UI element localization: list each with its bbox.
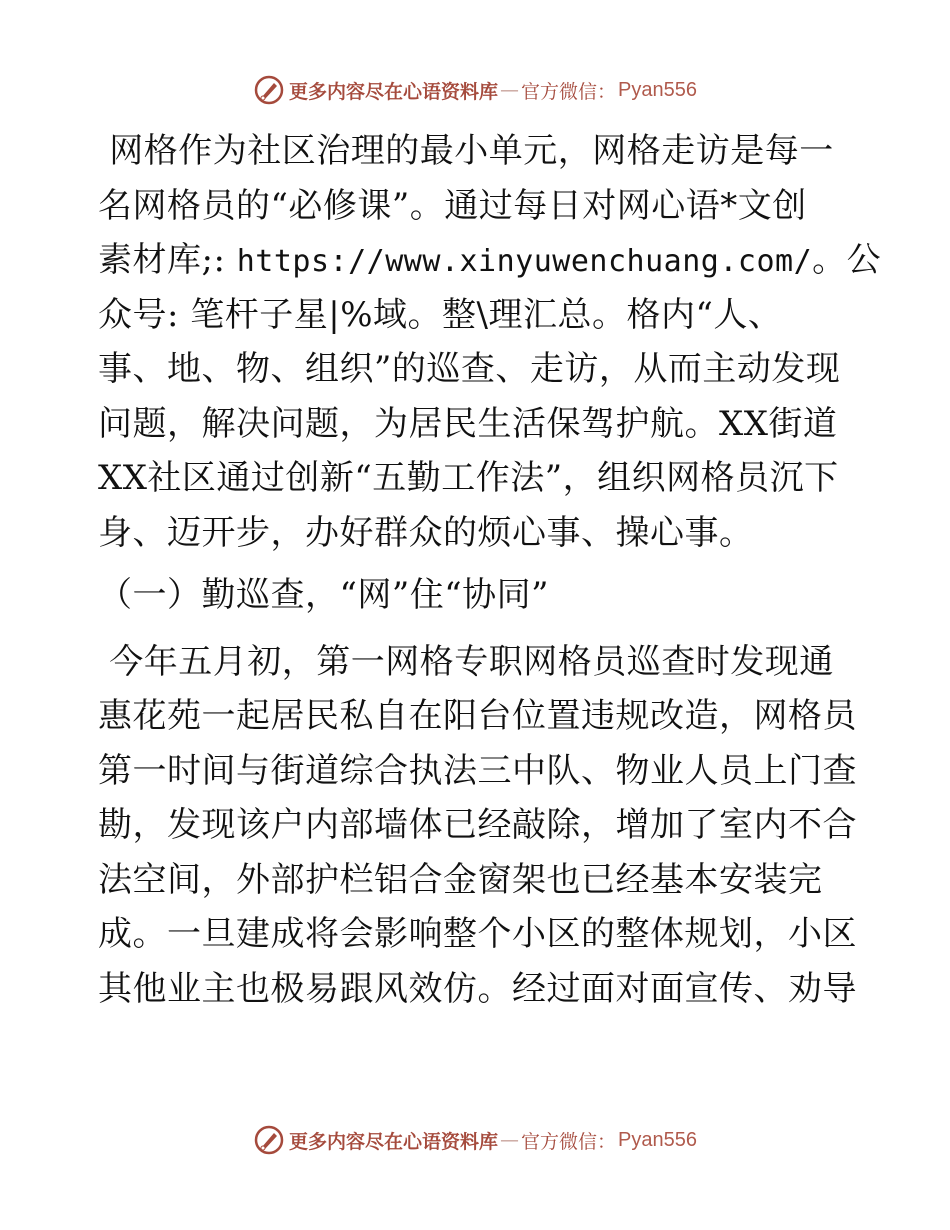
url-text: https://www.xinyuwenchuang.com/: [236, 244, 813, 279]
paragraph-1: [98, 124, 882, 560]
watermark-wechat-id: Pyan556: [618, 78, 697, 101]
text-line: 网格作为社区治理的最小单元，网格走访是每一: [98, 131, 834, 171]
text-line: 名网格员的“必修课”。通过每日对网心语*文创: [98, 185, 807, 226]
section-heading: （一）勤巡查，“网”住“协同”: [98, 575, 550, 615]
pen-logo-icon: [253, 1124, 285, 1156]
header-watermark: [0, 70, 950, 110]
watermark-official-label: 官方微信：: [521, 1130, 617, 1153]
text-line: 今年五月初，第一网格专职网格员巡查时发现通: [98, 641, 834, 682]
watermark-wechat-id: Pyan556: [618, 1128, 697, 1151]
pen-logo-icon: [253, 74, 285, 106]
footer-watermark: [0, 1120, 950, 1160]
text-line: XX社区通过创新“五勤工作法”，组织网格员沉下: [98, 458, 839, 498]
watermark-site-text: 更多内容尽在心语资料库: [289, 1130, 499, 1153]
watermark-dash: —: [500, 1129, 520, 1151]
text-line: 众号: 笔杆子星|%域。整\理汇总。格内“人、: [98, 294, 783, 335]
text-line: [98, 233, 882, 288]
text-line: 成。一旦建成将会影响整个小区的整体规划，小区: [98, 914, 857, 954]
text-line: 身、迈开步，办好群众的烦心事、操心事。: [98, 512, 754, 553]
text-segment: 。公: [812, 240, 882, 280]
text-line: 问题，解决问题，为居民生活保驾护航。XX街道: [98, 403, 838, 444]
text-line: 其他业主也极易跟风效仿。经过面对面宣传、劝导: [98, 968, 857, 1009]
text-line: 第一时间与街道综合执法三中队、物业人员上门查: [98, 750, 857, 791]
paragraph-2: [98, 635, 858, 1017]
watermark-official-label: 官方微信：: [521, 80, 617, 103]
watermark-dash: —: [500, 79, 520, 101]
watermark-site-text: 更多内容尽在心语资料库: [289, 80, 499, 103]
text-line: 勘，发现该户内部墙体已经敲除，增加了室内不合: [98, 805, 857, 845]
document-body: [98, 124, 882, 1016]
text-segment: 素材库;:: [98, 240, 237, 280]
text-line: 法空间，外部护栏铝合金窗架也已经基本安装完: [98, 859, 823, 900]
text-line: 事、地、物、组织”的巡查、走访，从而主动发现: [98, 349, 841, 389]
text-line: 惠花苑一起居民私自在阳台位置违规改造，网格员: [98, 696, 857, 736]
